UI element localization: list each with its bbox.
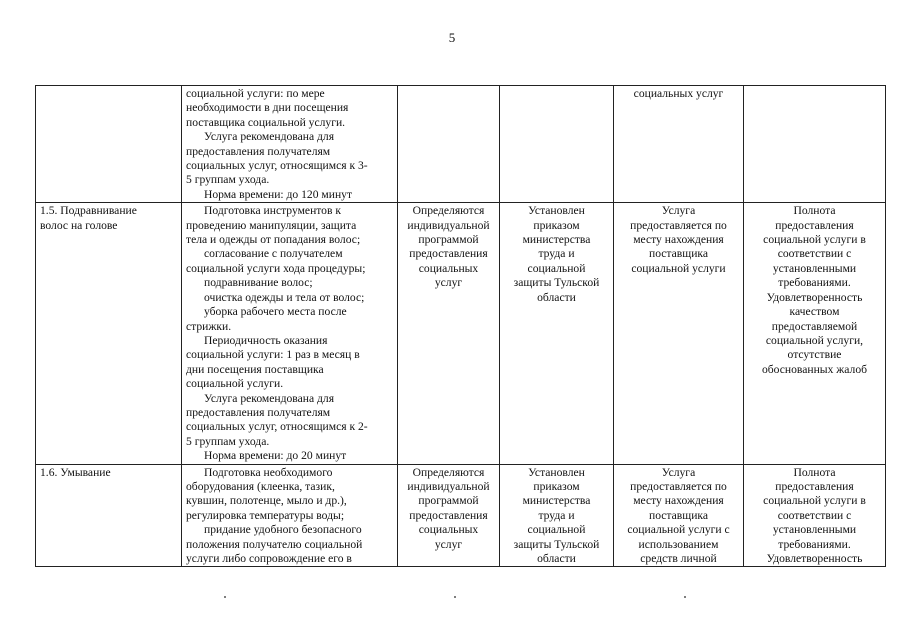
quality-line: качеством xyxy=(789,305,840,319)
service-name-cell xyxy=(36,464,182,567)
description-line: очистка одежды и тела от волос; xyxy=(204,290,365,304)
conditions-line: средств личной xyxy=(640,552,717,565)
quality-line: Полнота xyxy=(793,465,836,479)
conditions-line: предоставляется по xyxy=(630,479,727,493)
volume-line: индивидуальной xyxy=(407,479,490,493)
quality-line: требованиями. xyxy=(778,276,851,290)
service-description-cell xyxy=(182,203,398,464)
scan-dot xyxy=(454,596,456,598)
quality-line: установленными xyxy=(772,261,857,275)
table-row xyxy=(36,464,886,567)
description-line: услуги либо сопровождение его в xyxy=(186,552,352,565)
tariff-line: труда и xyxy=(538,508,575,522)
description-line: проведению манипуляции, защита xyxy=(186,218,357,232)
service-name-line: 1.6. Умывание xyxy=(40,465,111,479)
description-line: Подготовка инструментов к xyxy=(204,204,341,218)
tariff-line: приказом xyxy=(533,479,580,493)
scan-dot xyxy=(224,596,226,598)
volume-line: предоставления xyxy=(409,508,488,522)
description-line: регулировка температуры воды; xyxy=(186,508,345,522)
volume-line: социальных xyxy=(418,523,479,537)
description-line: дни посещения поставщика xyxy=(186,362,324,376)
description-line: уборка рабочего места после xyxy=(204,305,347,319)
conditions-line: Услуга xyxy=(661,465,696,479)
conditions-line: использованием xyxy=(638,537,719,551)
description-line: социальной услуги: 1 раз в месяц в xyxy=(186,348,360,362)
tariff-line: социальной xyxy=(527,523,586,537)
service-name-line: 1.5. Подравнивание xyxy=(40,204,137,218)
quality-cell xyxy=(744,464,886,567)
description-line: Услуга рекомендована для xyxy=(204,130,335,144)
description-line: Периодичность оказания xyxy=(204,333,328,347)
volume-line: услуг xyxy=(434,537,463,551)
service-description-cell xyxy=(182,464,398,567)
service-description-cell xyxy=(182,86,398,203)
description-line: согласование с получателем xyxy=(204,247,343,261)
scan-marks xyxy=(0,596,904,602)
tariff-line: министерства xyxy=(522,494,591,508)
quality-cell xyxy=(744,86,886,203)
quality-line: требованиями. xyxy=(778,537,851,551)
description-line: положения получателю социальной xyxy=(186,537,363,551)
scan-dot xyxy=(684,596,686,598)
quality-line: предоставляемой xyxy=(771,319,858,333)
volume-line: Определяются xyxy=(412,465,485,479)
quality-line: соответствии с xyxy=(777,508,852,522)
quality-line: Удовлетворенность xyxy=(766,552,863,565)
description-line: Норма времени: до 20 минут xyxy=(204,449,347,463)
quality-line: Удовлетворенность xyxy=(766,290,863,304)
conditions-line: поставщика xyxy=(649,508,708,522)
tariff-cell xyxy=(500,464,614,567)
description-line: стрижки. xyxy=(186,319,232,333)
conditions-line: поставщика xyxy=(649,247,708,261)
tariff-line: области xyxy=(537,552,576,565)
tariff-line: приказом xyxy=(533,218,580,232)
description-line: тела и одежды от попадания волос; xyxy=(186,233,361,247)
quality-line: соответствии с xyxy=(777,247,852,261)
tariff-line: труда и xyxy=(538,247,575,261)
conditions-line: Услуга xyxy=(661,204,696,218)
conditions-line: предоставляется по xyxy=(630,218,727,232)
volume-line: программой xyxy=(418,494,479,508)
conditions-cell xyxy=(614,86,744,203)
volume-line: программой xyxy=(418,233,479,247)
table-row xyxy=(36,86,886,203)
quality-line: обоснованных жалоб xyxy=(761,362,868,376)
conditions-line: социальной услуги с xyxy=(627,523,730,537)
conditions-cell xyxy=(614,464,744,567)
volume-line: предоставления xyxy=(409,247,488,261)
tariff-line: защиты Тульской xyxy=(513,276,600,290)
tariff-line: Установлен xyxy=(528,465,585,479)
description-line: Подготовка необходимого xyxy=(204,465,333,479)
quality-cell xyxy=(744,203,886,464)
quality-line: установленными xyxy=(772,523,857,537)
description-line: 5 группам ухода. xyxy=(186,173,270,187)
service-name-cell xyxy=(36,203,182,464)
description-line: предоставления получателям xyxy=(186,405,331,419)
quality-line: Полнота xyxy=(793,204,836,218)
quality-line: социальной услуги, xyxy=(765,333,864,347)
tariff-line: социальной xyxy=(527,261,586,275)
description-line: предоставления получателям xyxy=(186,144,331,158)
tariff-line: министерства xyxy=(522,233,591,247)
conditions-line: месту нахождения xyxy=(633,494,724,508)
volume-cell xyxy=(398,86,500,203)
quality-line: предоставления xyxy=(775,218,854,232)
description-line: социальных услуг, относящимся к 2- xyxy=(186,420,368,434)
volume-cell xyxy=(398,464,500,567)
description-line: придание удобного безопасного xyxy=(204,523,362,537)
service-name-cell xyxy=(36,86,182,203)
quality-line: предоставления xyxy=(775,479,854,493)
description-line: Услуга рекомендована для xyxy=(204,391,335,405)
page-number: 5 xyxy=(448,30,456,45)
description-line: социальных услуг, относящимся к 3- xyxy=(186,159,368,173)
tariff-line: области xyxy=(537,290,576,304)
volume-line: индивидуальной xyxy=(407,218,490,232)
description-line: Норма времени: до 120 минут xyxy=(204,187,353,201)
description-line: социальной услуги. xyxy=(186,377,284,391)
volume-line: Определяются xyxy=(412,204,485,218)
conditions-line: социальных услуг xyxy=(633,87,724,100)
tariff-cell xyxy=(500,86,614,203)
tariff-cell xyxy=(500,203,614,464)
service-name-line: волос на голове xyxy=(40,218,118,232)
quality-line: социальной услуги в xyxy=(763,233,866,247)
description-line: 5 группам ухода. xyxy=(186,434,270,448)
tariff-line: защиты Тульской xyxy=(513,537,600,551)
services-table xyxy=(35,85,886,567)
description-line: социальной услуги: по мере xyxy=(186,87,325,100)
volume-line: услуг xyxy=(434,276,463,290)
quality-line: отсутствие xyxy=(787,348,842,362)
conditions-line: социальной услуги xyxy=(631,261,726,275)
volume-line: социальных xyxy=(418,261,479,275)
quality-line: социальной услуги в xyxy=(763,494,866,508)
description-line: подравнивание волос; xyxy=(204,276,313,290)
volume-cell xyxy=(398,203,500,464)
description-line: поставщика социальной услуги. xyxy=(186,115,346,129)
description-line: социальной услуги хода процедуры; xyxy=(186,261,366,275)
tariff-line: Установлен xyxy=(528,204,585,218)
services-table-body xyxy=(36,86,886,567)
table-row xyxy=(36,203,886,464)
description-line: кувшин, полотенце, мыло и др.), xyxy=(186,494,347,508)
description-line: необходимости в дни посещения xyxy=(186,101,349,115)
conditions-cell xyxy=(614,203,744,464)
conditions-line: месту нахождения xyxy=(633,233,724,247)
description-line: оборудования (клеенка, тазик, xyxy=(186,479,335,493)
